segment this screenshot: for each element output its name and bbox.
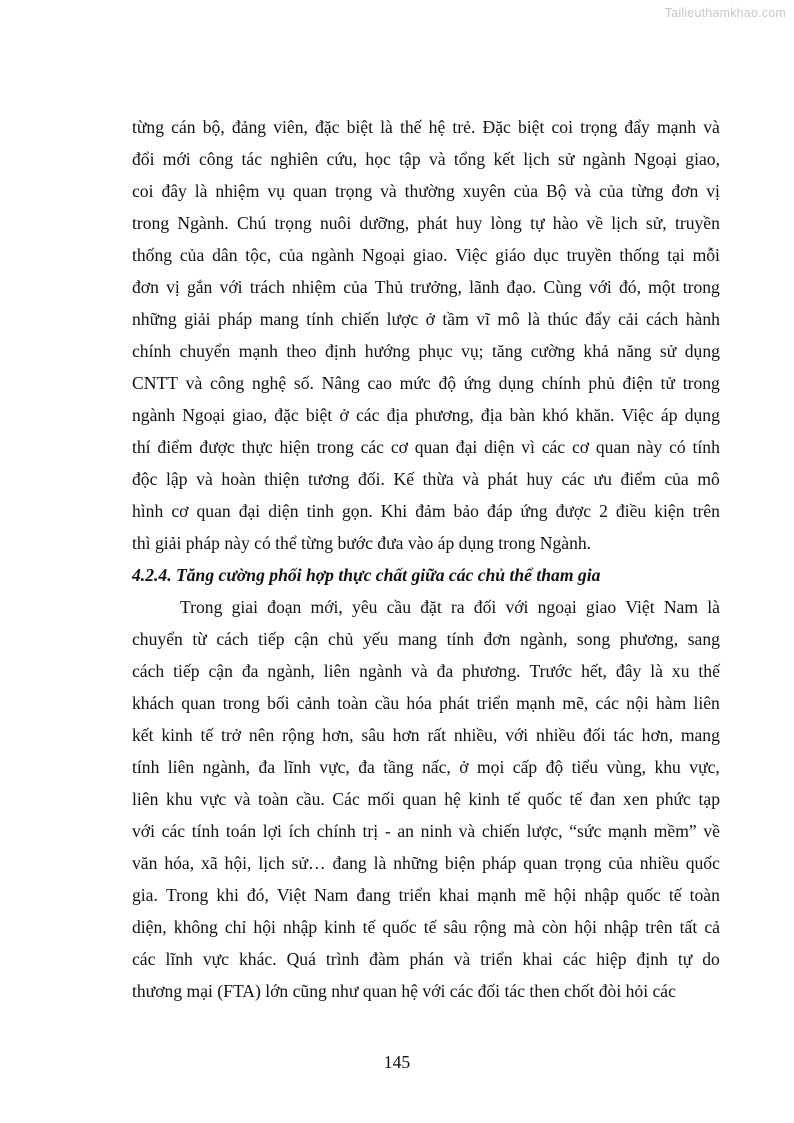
- text-line: Trong giai đoạn mới, yêu cầu đặt ra đối với ngoại giao Việt Nam là: [180, 597, 720, 617]
- text-line: ngành Ngoại giao, đặc biệt ở các địa phương, địa bàn khó khăn. Việc áp dụng: [132, 405, 720, 425]
- section-heading: 4.2.4. Tăng cường phối hợp thực chất giữa các chủ thể tham gia: [132, 565, 601, 585]
- text-line: đơn vị gắn với trách nhiệm của Thủ trưởng, lãnh đạo. Cùng với đó, một trong: [132, 277, 720, 297]
- text-line: cách tiếp cận đa ngành, liên ngành và đa phương. Trước hết, đây là xu thế: [132, 661, 720, 681]
- text-line: thống của dân tộc, của ngành Ngoại giao. Việc giáo dục truyền thống tại mỗi: [132, 245, 720, 265]
- text-line: chuyển từ cách tiếp cận chủ yếu mang tính đơn ngành, song phương, sang: [132, 629, 720, 649]
- text-line: coi đây là nhiệm vụ quan trọng và thường xuyên của Bộ và của từng đơn vị: [132, 181, 720, 201]
- text-line: các lĩnh vực khác. Quá trình đàm phán và triển khai các hiệp định tự do: [132, 949, 720, 969]
- text-line: gia. Trong khi đó, Việt Nam đang triển khai mạnh mẽ hội nhập quốc tế toàn: [132, 885, 720, 905]
- page-number: 145: [383, 1052, 411, 1072]
- text-line: thí điểm được thực hiện trong các cơ quan đại diện vì các cơ quan này có tính: [132, 437, 720, 457]
- text-line: liên khu vực và toàn cầu. Các mối quan hệ kinh tế quốc tế đan xen phức tạp: [132, 789, 720, 809]
- text-line: đổi mới công tác nghiên cứu, học tập và tổng kết lịch sử ngành Ngoại giao,: [132, 149, 720, 169]
- text-line: tính liên ngành, đa lĩnh vực, đa tầng nấc, ở mọi cấp độ tiểu vùng, khu vực,: [132, 757, 720, 777]
- watermark: Tailieuthamkhao.com: [664, 6, 786, 20]
- text-line: thì giải pháp này có thể từng bước đưa vào áp dụng trong Ngành.: [132, 533, 592, 553]
- text-line: chính chuyển mạnh theo định hướng phục vụ; tăng cường khả năng sử dụng: [132, 341, 720, 361]
- text-line: văn hóa, xã hội, lịch sử… đang là những biện pháp quan trọng của nhiều quốc: [132, 853, 720, 873]
- paragraph-2: [132, 591, 720, 1007]
- text-line: CNTT và công nghệ số. Nâng cao mức độ ứng dụng chính phủ điện tử trong: [132, 373, 720, 393]
- text-line: diện, không chỉ hội nhập kinh tế quốc tế sâu rộng mà còn hội nhập trên tất cả: [132, 917, 720, 937]
- text-line: kết kinh tế trở nên rộng hơn, sâu hơn rất nhiều, với nhiều đối tác hơn, mang: [132, 725, 720, 745]
- text-line: với các tính toán lợi ích chính trị - an ninh và chiến lược, “sức mạnh mềm” về: [132, 821, 720, 841]
- text-line: khách quan trong bối cảnh toàn cầu hóa phát triển mạnh mẽ, các nội hàm liên: [132, 693, 720, 713]
- text-line: độc lập và hoàn thiện tương đối. Kế thừa và phát huy các ưu điểm của mô: [132, 469, 720, 489]
- text-line: thương mại (FTA) lớn cũng như quan hệ với các đối tác then chốt đòi hỏi các: [132, 981, 676, 1001]
- text-line: những giải pháp mang tính chiến lược ở tầm vĩ mô là thúc đẩy cải cách hành: [132, 309, 720, 329]
- text-line: trong Ngành. Chú trọng nuôi dưỡng, phát huy lòng tự hào về lịch sử, truyền: [132, 213, 720, 233]
- text-line: hình cơ quan đại diện tinh gọn. Khi đảm bảo đáp ứng được 2 điều kiện trên: [132, 501, 720, 521]
- page-body: [132, 111, 720, 1007]
- text-line: từng cán bộ, đảng viên, đặc biệt là thế hệ trẻ. Đặc biệt coi trọng đẩy mạnh và: [132, 117, 720, 137]
- paragraph-1: [132, 111, 720, 559]
